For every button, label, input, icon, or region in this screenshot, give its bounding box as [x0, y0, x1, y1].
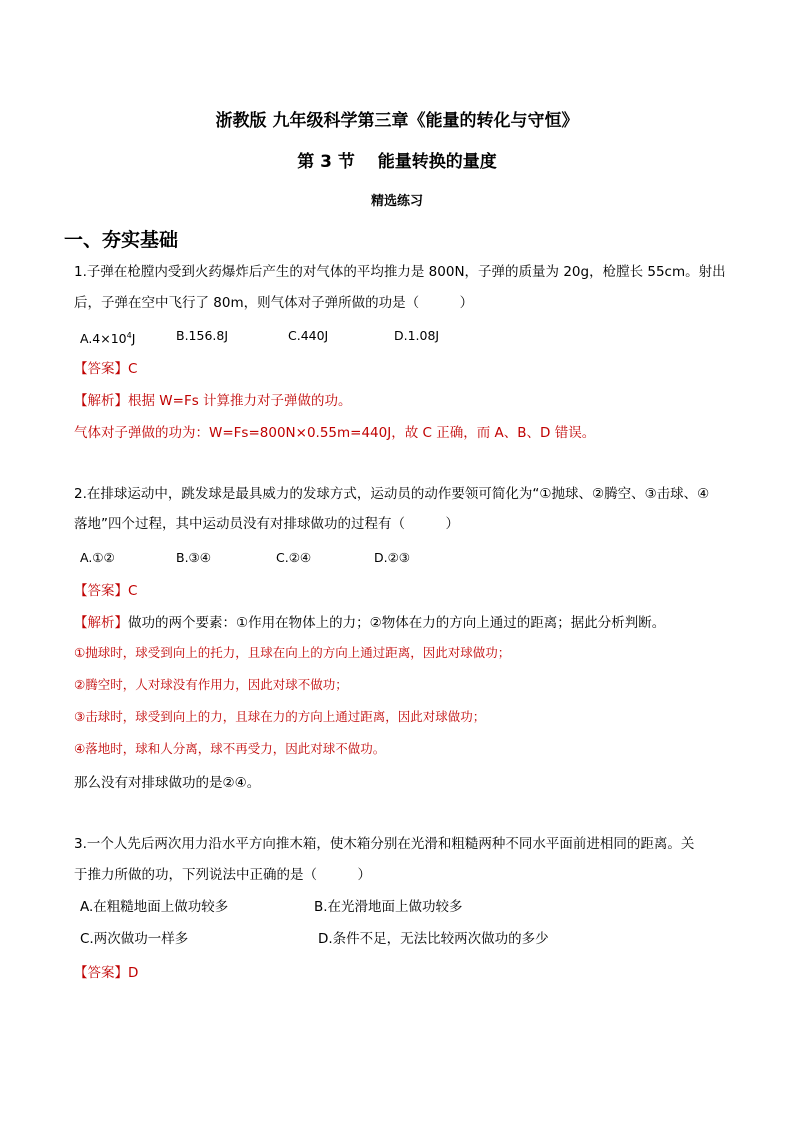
- q1-option-a: $A.4\times 10^4J$: [80, 331, 136, 347]
- q3-option-d: D.条件不足，无法比较两次做功的多少: [318, 931, 549, 947]
- section-subtitle: 第 3 节 能量转换的量度: [297, 152, 497, 172]
- q1-answer: 【答案】C: [74, 361, 138, 377]
- q2-option-a: A.①②: [80, 550, 115, 565]
- q2-stem-line2: 落地”四个过程，其中运动员没有对排球做功的过程有（ ）: [74, 516, 459, 532]
- q2-point-1: ①抛球时，球受到向上的托力，且球在向上的方向上通过距离，因此对球做功；: [74, 645, 511, 660]
- q2-answer: 【答案】C: [74, 583, 138, 599]
- q1-stem-line1: 1.子弹在枪膛内受到火药爆炸后产生的对气体的平均推力是 800N，子弹的质量为 20g，枪膛长 55cm。射出: [74, 264, 726, 280]
- q2-point-3: ③击球时，球受到向上的力，且球在力的方向上通过距离，因此对球做功；: [74, 709, 486, 724]
- q3-stem-line1: 3.一个人先后两次用力沿水平方向推木箱，使木箱分别在光滑和粗糙两种不同水平面前进相同的距离。关: [74, 836, 695, 852]
- q1-option-d: D.1.08J: [394, 328, 440, 343]
- q3-option-b: B.在光滑地面上做功较多: [314, 899, 463, 915]
- exercise-label: 精选练习: [370, 194, 423, 209]
- q2-point-2: ②腾空时，人对球没有作用力，因此对球不做功；: [74, 677, 348, 692]
- document-title: 浙教版 九年级科学第三章《能量的转化与守恒》: [215, 111, 579, 131]
- q1-option-b: B.156.8J: [176, 328, 229, 343]
- q2-option-c: C.②④: [276, 550, 312, 565]
- section-heading: 一、夯实基础: [64, 229, 179, 251]
- q2-analysis: 【解析】做功的两个要素：①作用在物体上的力；②物体在力的方向上通过的距离；据此分析判断。: [74, 615, 666, 631]
- q2-conclusion: 那么没有对排球做功的是②④。: [74, 775, 261, 791]
- q3-answer: 【答案】D: [74, 965, 139, 981]
- q1-analysis: 【解析】根据 W=Fs 计算推力对子弹做的功。: [74, 393, 352, 409]
- q3-option-c: C.两次做功一样多: [80, 931, 189, 947]
- q1-option-c: C.440J: [288, 328, 329, 343]
- q2-stem-line1: 2.在排球运动中，跳发球是最具威力的发球方式，运动员的动作要领可简化为“①抛球、②腾空、③击球、④: [74, 486, 710, 502]
- q3-stem-line2: 于推力所做的功，下列说法中正确的是（ ）: [74, 867, 371, 883]
- q3-option-a: A.在粗糙地面上做功较多: [80, 899, 229, 915]
- q1-detail: 气体对子弹做的功为：W=Fs=800N×0.55m=440J，故 C 正确，而 A、B、D 错误。: [74, 425, 596, 441]
- q2-option-d: D.②③: [374, 550, 411, 565]
- q1-stem-line2: 后，子弹在空中飞行了 80m，则气体对子弹所做的功是（ ）: [74, 295, 474, 311]
- q2-option-b: B.③④: [176, 550, 211, 565]
- q2-point-4: ④落地时，球和人分离，球不再受力，因此对球不做功。: [74, 741, 386, 756]
